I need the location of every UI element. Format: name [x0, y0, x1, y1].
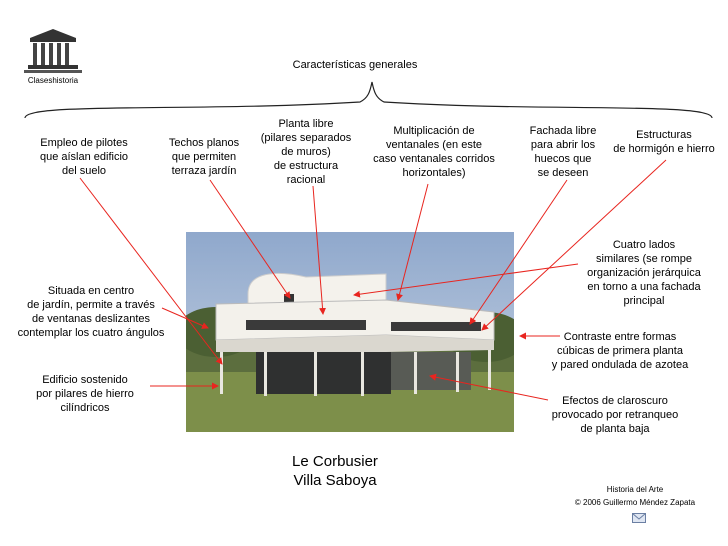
caption: [240, 452, 430, 490]
envelope-icon[interactable]: [632, 510, 646, 520]
label-techos: Techos planos que permiten terraza jardín: [168, 137, 240, 177]
caption-architect: Le Corbusier: [292, 453, 378, 470]
label-cuatro-lados: Cuatro lados similares (se rompe organización jerárquica en torno a una fachada principal: [587, 239, 701, 307]
arrow-fachada: [470, 180, 567, 324]
arrow-planta: [313, 186, 323, 314]
arrow-ventanales: [398, 184, 428, 300]
grouping-brace: [25, 82, 712, 118]
label-situada: Situada en centro de jardín, permite a través de ventanas deslizantes contemplar los cuatro ángulos: [17, 285, 165, 339]
label-fachada: Fachada libre para abrir los huecos que se deseen: [529, 125, 597, 179]
label-ventanales: Multiplicación de ventanales (en este caso ventanales corridos horizontales): [373, 125, 495, 179]
diagram-title: Características generales: [292, 59, 418, 71]
credit-copyright: © 2006 Guillermo Méndez Zapata: [574, 498, 696, 507]
label-planta: Planta libre (pilares separados de muros) de estructura racional: [260, 118, 352, 186]
label-pilotes: Empleo de pilotes que aíslan edificio del suelo: [39, 137, 129, 177]
caption-building: Villa Saboya: [293, 472, 377, 489]
label-contraste: Contraste entre formas cúbicas de primera planta y pared ondulada de azotea: [551, 331, 689, 371]
arrow-efectos: [430, 376, 548, 400]
label-sostenido: Edificio sostenido por pilares de hierro cilíndricos: [36, 374, 134, 414]
arrow-cuatro: [354, 264, 578, 295]
credit: [560, 483, 710, 509]
label-efectos: Efectos de claroscuro provocado por retranqueo de planta baja: [551, 395, 679, 435]
logo-text: Claseshistoria: [27, 76, 79, 85]
credit-course: Historia del Arte: [606, 485, 664, 494]
label-estructuras: Estructuras de hormigón e hierro: [613, 129, 715, 155]
arrow-techos: [210, 180, 290, 298]
